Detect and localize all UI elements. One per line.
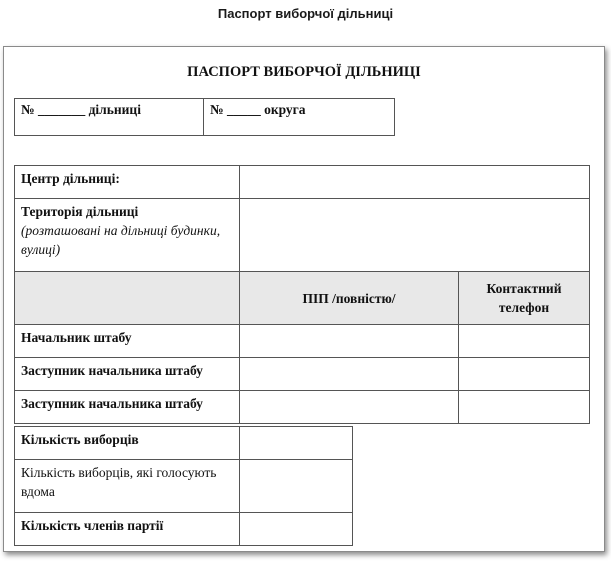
precinct-number-table: [14, 98, 395, 136]
table-row: [15, 427, 353, 460]
voters-count-label: Кількість виборців: [21, 432, 139, 447]
district-number-cell: [204, 99, 395, 136]
deputy-1-phone-cell: [459, 358, 590, 391]
center-label: Центр дільниці:: [21, 171, 120, 186]
deputy-2-phone-cell: [459, 391, 590, 424]
deputy-1-label-cell: [15, 358, 240, 391]
territory-value-cell: [240, 199, 590, 272]
pip-header-cell: [240, 272, 459, 325]
chief-label: Начальник штабу: [21, 330, 132, 345]
party-members-value-cell: [240, 513, 353, 546]
precinct-stats-table: [14, 426, 353, 546]
phone-header-cell: [459, 272, 590, 325]
party-members-label-cell: [15, 513, 240, 546]
table-row: [15, 325, 590, 358]
chief-phone-cell: [459, 325, 590, 358]
voters-count-label-cell: [15, 427, 240, 460]
document-sheet: [3, 46, 605, 552]
table-row: [15, 391, 590, 424]
home-voters-label-cell: [15, 460, 240, 513]
center-value-cell: [240, 166, 590, 199]
table-row: [15, 199, 590, 272]
territory-label-cell: [15, 199, 240, 272]
precinct-number-cell: [15, 99, 204, 136]
territory-note: (розташовані на дільниці будинки, вулиці): [21, 223, 221, 257]
home-voters-label: Кількість виборців, які голосують вдома: [21, 465, 217, 499]
header-empty-cell: [15, 272, 240, 325]
deputy-2-name-cell: [240, 391, 459, 424]
territory-label: Територія дільниці: [21, 204, 139, 219]
document-heading: ПАСПОРТ ВИБОРЧОЇ ДІЛЬНИЦІ: [187, 64, 421, 80]
precinct-number-label: № _______ дільниці: [21, 102, 141, 117]
precinct-passport-table: [14, 165, 590, 424]
phone-header: Контактний телефон: [486, 281, 562, 315]
district-number-label: № _____ округа: [210, 102, 306, 117]
home-voters-value-cell: [240, 460, 353, 513]
voters-count-value-cell: [240, 427, 353, 460]
party-members-label: Кількість членів партії: [21, 518, 164, 533]
table-header-row: [15, 272, 590, 325]
deputy-2-label-cell: [15, 391, 240, 424]
deputy-1-label: Заступник начальника штабу: [21, 363, 203, 378]
table-row: [15, 166, 590, 199]
chief-label-cell: [15, 325, 240, 358]
deputy-1-name-cell: [240, 358, 459, 391]
table-row: [15, 460, 353, 513]
table-row: [15, 513, 353, 546]
table-row: [15, 358, 590, 391]
page-title: Паспорт виборчої дільниці: [217, 6, 394, 21]
center-label-cell: [15, 166, 240, 199]
deputy-2-label: Заступник начальника штабу: [21, 396, 203, 411]
chief-name-cell: [240, 325, 459, 358]
pip-header: ПІП /повністю/: [302, 290, 396, 306]
